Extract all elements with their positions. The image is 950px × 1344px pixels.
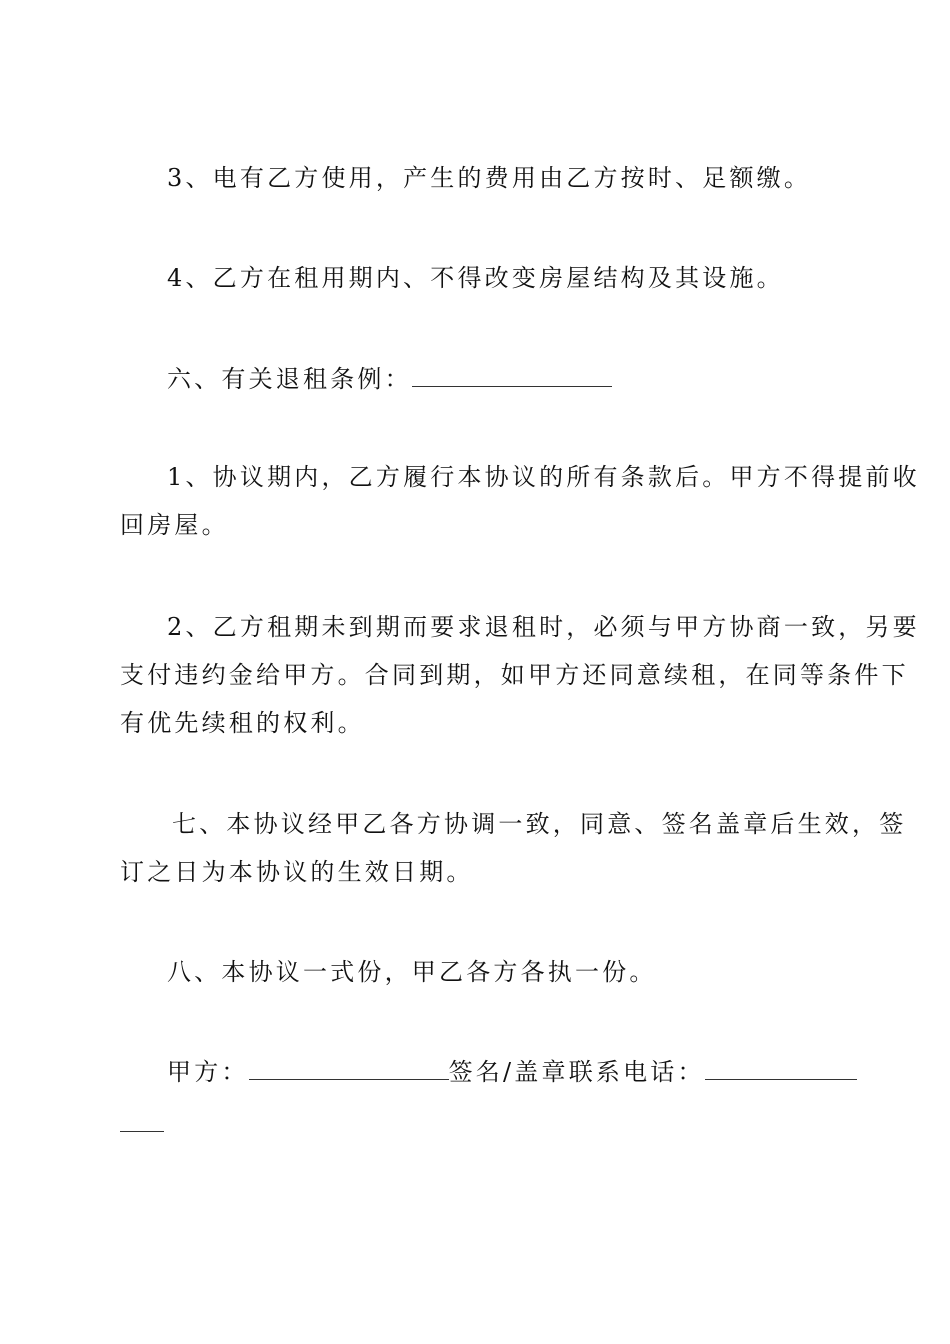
- party-a-label: 甲方：: [167, 1058, 249, 1086]
- party-a-blank-line: [249, 1057, 449, 1080]
- clause-6-1-line-1: 1、协议期内，乙方履行本协议的所有条款后。甲方不得提前收: [167, 463, 920, 491]
- clause-6-1-line-2: 回房屋。: [120, 511, 229, 539]
- phone-blank-line: [705, 1057, 857, 1080]
- clause-6-2-line-2: 支付违约金给甲方。合同到期，如甲方还同意续租，在同等条件下: [120, 661, 909, 689]
- section-7-line-1: 七、本协议经甲乙各方协调一致，同意、签名盖章后生效，签: [172, 810, 907, 838]
- clause-6-2-line-3: 有优先续租的权利。: [120, 709, 365, 737]
- clause-3-electricity: 3、电有乙方使用，产生的费用由乙方按时、足额缴。: [167, 164, 812, 192]
- clause-6-2-line-1: 2、乙方租期未到期而要求退租时，必须与甲方协商一致，另要: [167, 613, 920, 641]
- signature-phone-label: 签名/盖章联系电话：: [448, 1058, 705, 1086]
- phone-blank-line-continuation: [120, 1131, 164, 1132]
- section-7-line-2: 订之日为本协议的生效日期。: [120, 858, 474, 886]
- clause-4-structure: 4、乙方在租用期内、不得改变房屋结构及其设施。: [167, 264, 784, 292]
- section-8: 八、本协议一式份，甲乙各方各执一份。: [167, 958, 657, 986]
- section-6-blank-line: [412, 364, 612, 387]
- section-6-heading: [167, 364, 612, 394]
- signature-line: [167, 1057, 857, 1087]
- section-6-heading-text: 六、有关退租条例：: [167, 365, 412, 393]
